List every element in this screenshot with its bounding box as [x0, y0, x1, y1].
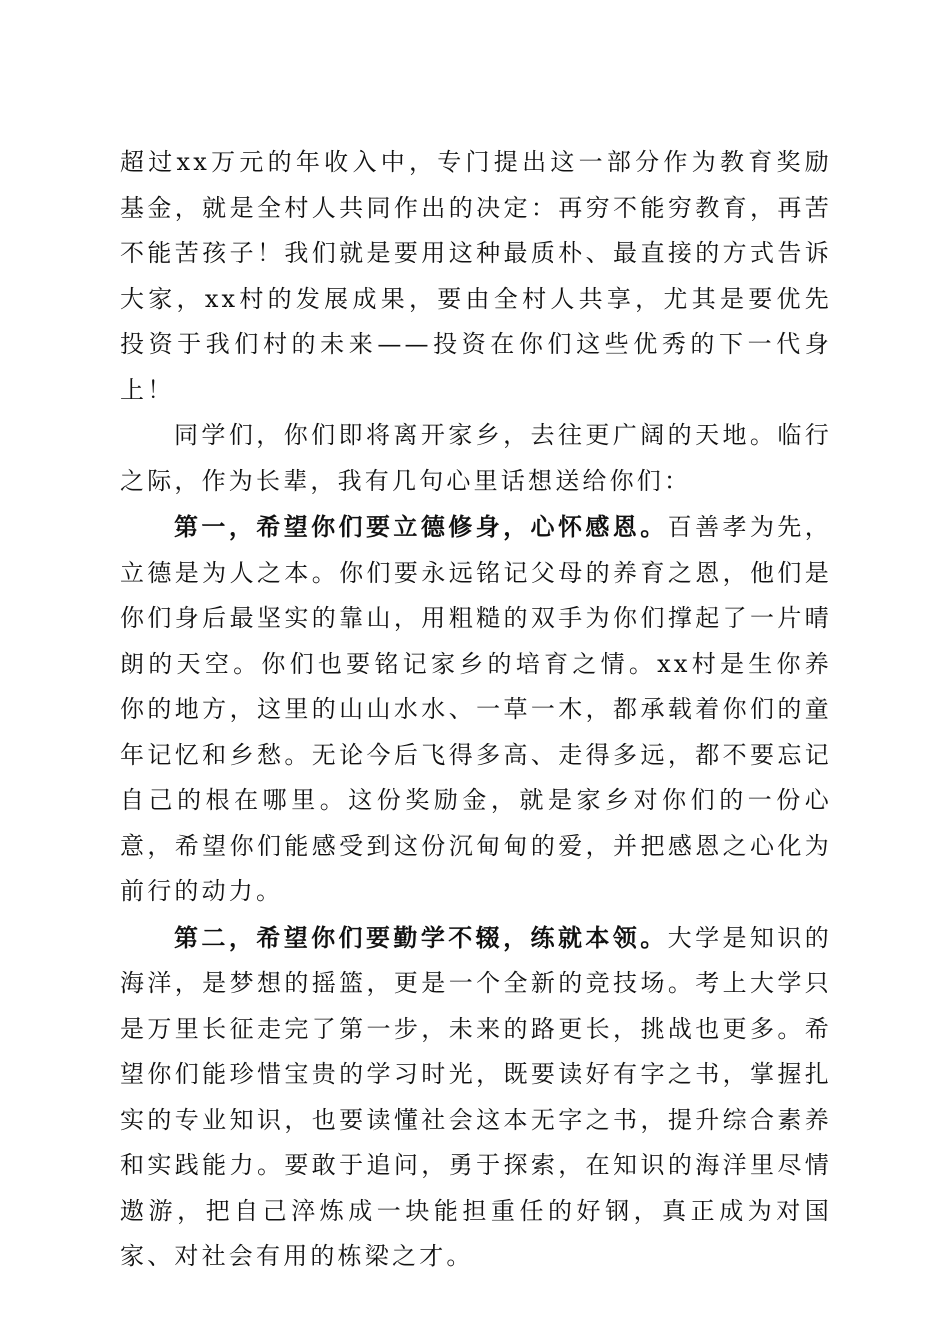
paragraph-lead: 第一，希望你们要立德修身，心怀感恩。 [174, 512, 668, 541]
paragraph-text: 大学是知识的海洋，是梦想的摇篮，更是一个全新的竞技场。考上大学只是万里长征走完了第一步，未来的路更长，挑战也更多。希望你们能珍惜宝贵的学习时光，既要读好有字之书，掌握扎实的专业知识，也要读懂社会这本无字之书，提升综合素养和实践能力。要敢于追问，勇于探索，在知识的海洋里尽情遨游，把自己淬炼成一块能担重任的好钢，真正成为对国家、对社会有用的栋梁之才。 [120, 923, 832, 1270]
paragraph-text: 超过xx万元的年收入中，专门提出这一部分作为教育奖励基金，就是全村人共同作出的决定：再穷不能穷教育，再苦不能苦孩子！我们就是要用这种最质朴、最直接的方式告诉大家，xx村的发展成果，要由全村人共享，尤其是要优先投资于我们村的未来——投资在你们这些优秀的下一代身上！ [120, 148, 832, 404]
paragraph-text: 百善孝为先，立德是为人之本。你们要永远铭记父母的养育之恩，他们是你们身后最坚实的靠山，用粗糙的双手为你们撑起了一片晴朗的天空。你们也要铭记家乡的培育之情。xx村是生你养你的地方，这里的山山水水、一草一木，都承载着你们的童年记忆和乡愁。无论今后飞得多高、走得多远，都不要忘记自己的根在哪里。这份奖励金，就是家乡对你们的一份心意，希望你们能感受到这份沉甸甸的爱，并把感恩之心化为前行的动力。 [120, 513, 832, 905]
document-body [120, 140, 832, 1280]
paragraph-address [120, 413, 832, 504]
paragraph-point-one [120, 504, 832, 915]
paragraph-text: 同学们，你们即将离开家乡，去往更广阔的天地。临行之际，作为长辈，我有几句心里话想送给你们： [120, 421, 832, 495]
paragraph-continuation [120, 140, 832, 413]
paragraph-lead: 第二，希望你们要勤学不辍，练就本领。 [174, 922, 668, 952]
paragraph-point-two [120, 915, 832, 1280]
